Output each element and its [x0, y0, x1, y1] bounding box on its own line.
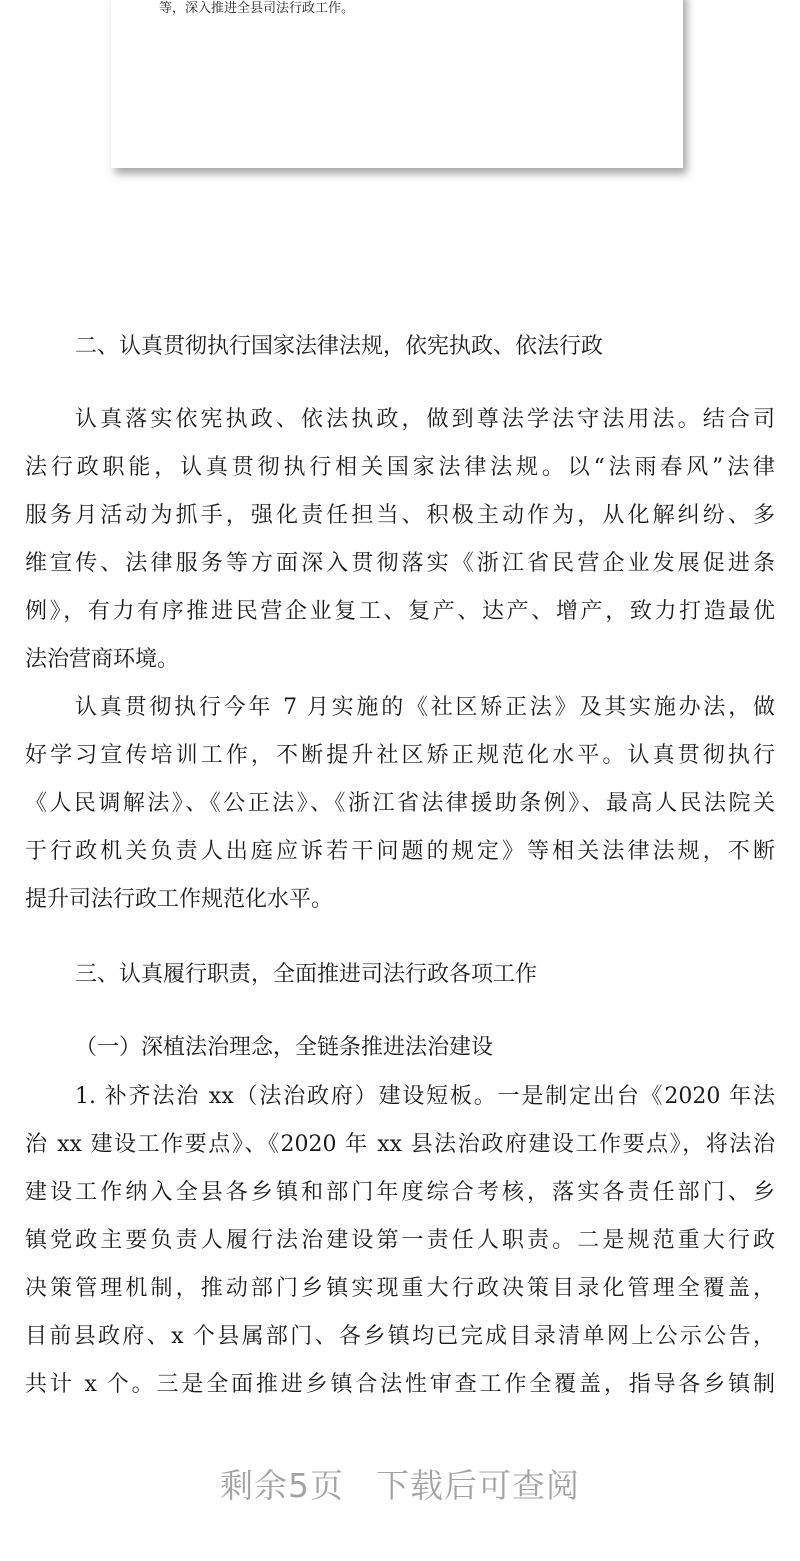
- paragraph-line: 于行政机关负责人出庭应诉若干问题的规定》等相关法律法规，不断: [25, 839, 775, 864]
- paragraph-line: 共计 x 个。三是全面推进乡镇合法性审查工作全覆盖，指导各乡镇制: [25, 1372, 775, 1397]
- paragraph-line: 治 xx 建设工作要点》、《2020 年 xx 县法治政府建设工作要点》，将法治: [25, 1132, 775, 1157]
- paragraph-line: 提升司法行政工作规范化水平。: [25, 887, 334, 912]
- download-to-view-link[interactable]: 下载后可查阅: [376, 1466, 580, 1505]
- section-heading-2: 二、认真贯彻执行国家法律法规，依宪执政、依法行政: [75, 334, 604, 359]
- paragraph-line: 《人民调解法》、《公正法》、《浙江省法律援助条例》、最高人民法院关: [25, 791, 775, 816]
- paragraph-line: 镇党政主要负责人履行法治建设第一责任人职责。二是规范重大行政: [25, 1228, 775, 1253]
- download-prompt[interactable]: [0, 1460, 800, 1507]
- remaining-pages-label: 剩余5页: [220, 1466, 344, 1505]
- paragraph-line: 1. 补齐法治 xx（法治政府）建设短板。一是制定出台《2020 年法: [75, 1084, 775, 1109]
- paragraph-line: 认真落实依宪执政、依法执政，做到尊法学法守法用法。结合司: [75, 407, 775, 432]
- paragraph-line: 例》，有力有序推进民营企业复工、复产、达产、增产，致力打造最优: [25, 599, 775, 624]
- paragraph-line: 认真贯彻执行今年 7 月实施的《社区矫正法》及其实施办法，做: [75, 695, 775, 720]
- section-heading-3: 三、认真履行职责，全面推进司法行政各项工作: [75, 962, 538, 987]
- paragraph-line: 决策管理机制，推动部门乡镇实现重大行政决策目录化管理全覆盖，: [25, 1276, 775, 1301]
- paragraph-line: 好学习宣传培训工作，不断提升社区矫正规范化水平。认真贯彻执行: [25, 743, 775, 768]
- previous-page-preview: [111, 0, 683, 168]
- paragraph-line: 服务月活动为抓手，强化责任担当、积极主动作为，从化解纠纷、多: [25, 503, 775, 528]
- paragraph-line: 目前县政府、x 个县属部门、各乡镇均已完成目录清单网上公示公告，: [25, 1324, 775, 1349]
- paragraph-line: 法行政职能，认真贯彻执行相关国家法律法规。以“法雨春风”法律: [25, 455, 775, 480]
- paragraph-line: 建设工作纳入全县各乡镇和部门年度综合考核，落实各责任部门、乡: [25, 1180, 775, 1205]
- paragraph-line: 法治营商环境。: [25, 647, 180, 672]
- sub-heading: （一）深植法治理念，全链条推进法治建设: [75, 1035, 494, 1060]
- preview-text: 等，深入推进全县司法行政工作。: [159, 1, 355, 16]
- paragraph-line: 维宣传、法律服务等方面深入贯彻落实《浙江省民营企业发展促进条: [25, 551, 775, 576]
